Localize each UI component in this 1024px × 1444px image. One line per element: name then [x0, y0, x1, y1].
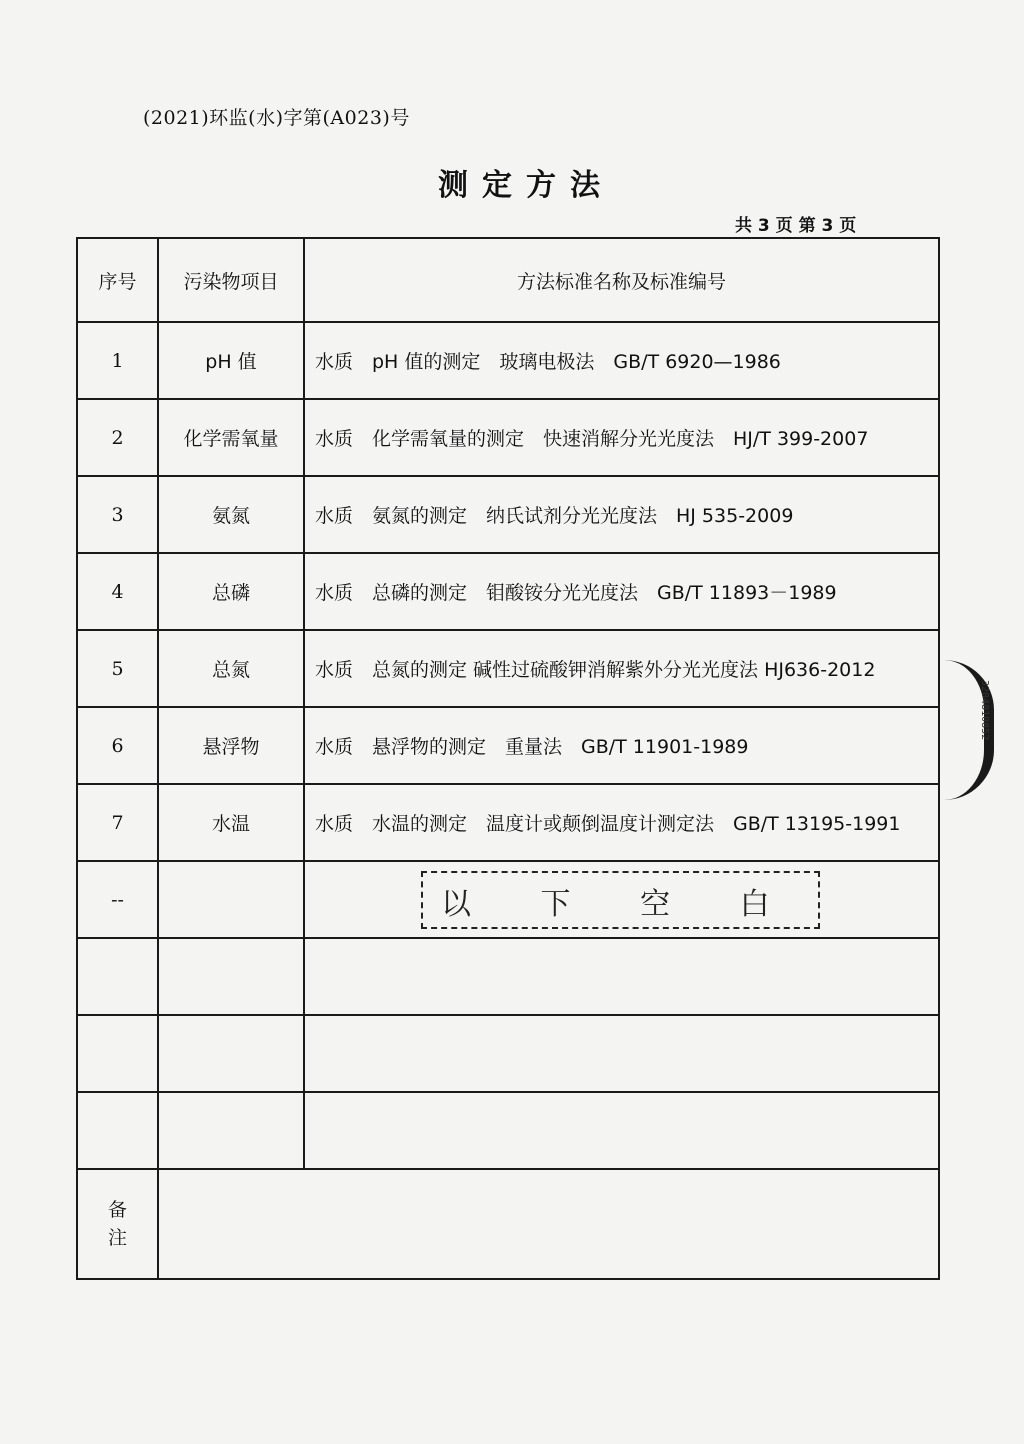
row-method: 水质 总磷的测定 钼酸铵分光光度法 GB/T 11893－1989 — [304, 553, 939, 630]
remarks-label — [77, 1169, 158, 1279]
row-item: 总氮 — [158, 630, 304, 707]
row-method: 水质 水温的测定 温度计或颠倒温度计测定法 GB/T 13195-1991 — [304, 784, 939, 861]
empty-cell — [77, 1092, 158, 1169]
table-row — [77, 322, 939, 399]
table-row — [77, 553, 939, 630]
empty-cell — [77, 938, 158, 1015]
table-row — [77, 784, 939, 861]
remarks-content — [158, 1169, 939, 1279]
table-row — [77, 630, 939, 707]
table-row — [77, 476, 939, 553]
empty-cell — [304, 1092, 939, 1169]
remarks-label-line1: 备 — [107, 1199, 127, 1221]
empty-row — [77, 1015, 939, 1092]
row-seq: 7 — [77, 784, 158, 861]
empty-row — [77, 1092, 939, 1169]
empty-cell — [304, 1015, 939, 1092]
page-title: 测定方法 — [438, 168, 614, 203]
row-method: 水质 氨氮的测定 纳氏试剂分光光度法 HJ 535-2009 — [304, 476, 939, 553]
page-info: 共 3 页 第 3 页 — [735, 216, 857, 236]
row-seq: 6 — [77, 707, 158, 784]
row-method: 水质 化学需氧量的测定 快速消解分光光度法 HJ/T 399-2007 — [304, 399, 939, 476]
row-method: 水质 悬浮物的测定 重量法 GB/T 11901-1989 — [304, 707, 939, 784]
column-header-seq: 序号 — [77, 238, 158, 322]
row-item: 水温 — [158, 784, 304, 861]
column-header-method: 方法标准名称及标准编号 — [304, 238, 939, 322]
row-method: 水质 总氮的测定 碱性过硫酸钾消解紫外分光光度法 HJ636-2012 — [304, 630, 939, 707]
empty-row — [77, 938, 939, 1015]
row-seq: 5 — [77, 630, 158, 707]
row-item: 总磷 — [158, 553, 304, 630]
row-item: pH 值 — [158, 322, 304, 399]
row-seq: -- — [77, 861, 158, 938]
row-seq: 2 — [77, 399, 158, 476]
row-item: 化学需氧量 — [158, 399, 304, 476]
remarks-row — [77, 1169, 939, 1279]
row-item — [158, 861, 304, 938]
blank-marker-row — [77, 861, 939, 938]
document-number: (2021)环监(水)字第(A023)号 — [143, 107, 410, 129]
row-item: 悬浮物 — [158, 707, 304, 784]
row-seq: 4 — [77, 553, 158, 630]
empty-cell — [304, 938, 939, 1015]
empty-cell — [158, 1092, 304, 1169]
blank-below-stamp: 以 下 空 白 — [421, 871, 820, 929]
table-header-row — [77, 238, 939, 322]
methods-table — [76, 237, 940, 1280]
row-item: 氨氮 — [158, 476, 304, 553]
empty-cell — [158, 1015, 304, 1092]
row-seq: 1 — [77, 322, 158, 399]
table-row — [77, 707, 939, 784]
empty-cell — [158, 938, 304, 1015]
seal-number: 3204810852 — [979, 680, 990, 741]
row-method — [304, 861, 939, 938]
empty-cell — [77, 1015, 158, 1092]
row-seq: 3 — [77, 476, 158, 553]
column-header-item: 污染物项目 — [158, 238, 304, 322]
remarks-label-line2: 注 — [107, 1227, 127, 1249]
table-row — [77, 399, 939, 476]
row-method: 水质 pH 值的测定 玻璃电极法 GB/T 6920—1986 — [304, 322, 939, 399]
